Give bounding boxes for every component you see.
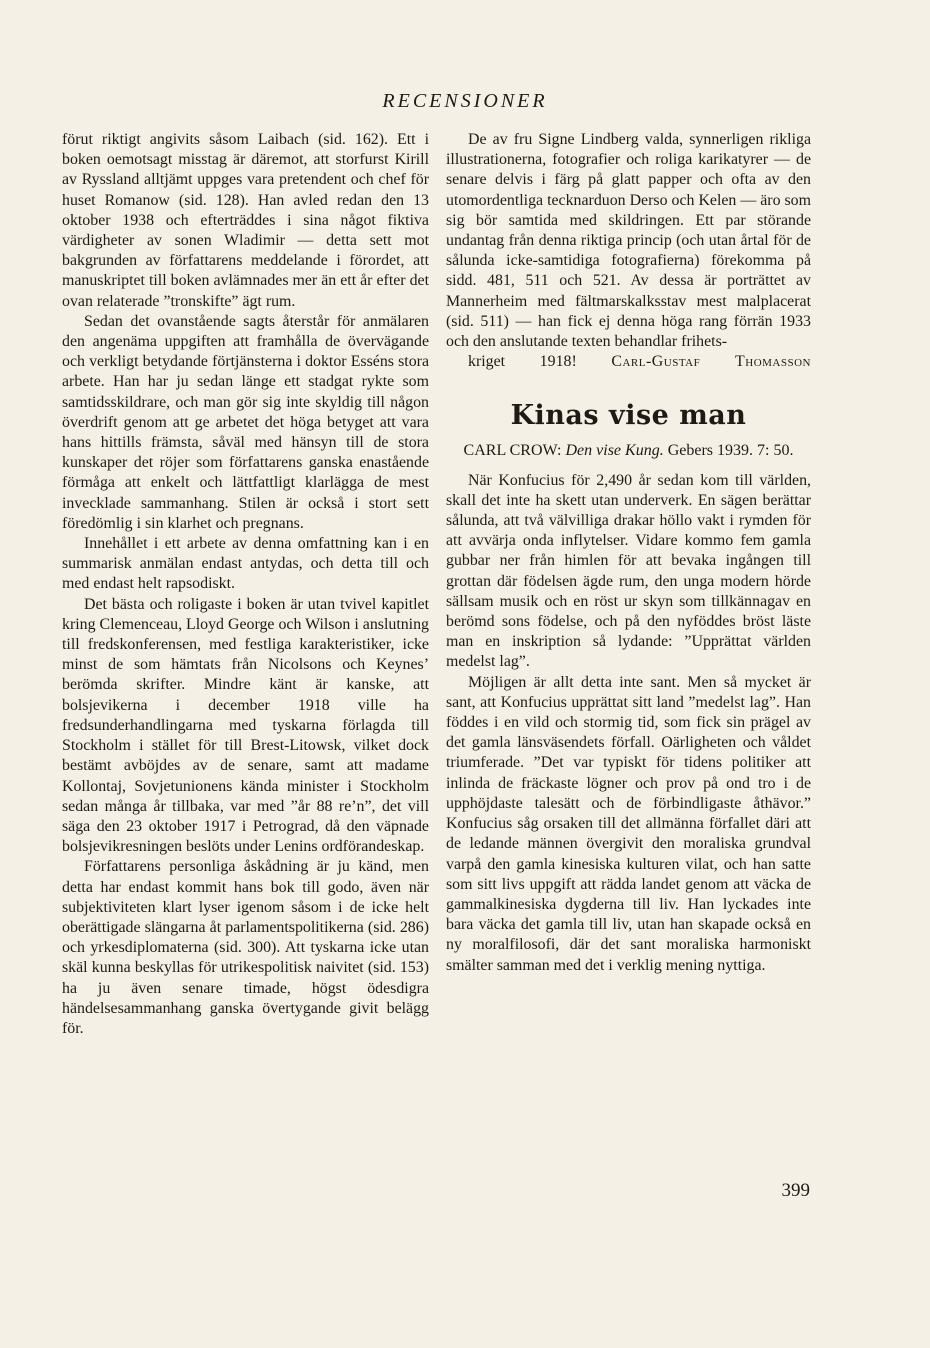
paragraph-text: De av fru Signe Lindberg valda, synnerligen rikliga illustrationerna, fotografier och roliga karikatyrer — de senare delvis i färg på glatt papper och ofta av den utomordentliga tecknarduon Derso och Kelen — äro som sig bör samtida med skildringen. Ett par störande undantag från denna riktiga princip (och utan årtal för de sålunda icke-samtidiga fotografierna) förekomma på sidd. 481, 511 och 521. Av dessa är porträttet av Mannerheim med fältmarskalksstav mest malplacerat (sid. 511) — han fick ej denna höga rang förrän 1933 och den anslutande texten behandlar frihets- (446, 131, 811, 351)
paragraph: När Konfucius för 2,490 år sedan kom till världen, skall det inte ha skett utan underverk. En sägen berättar sålunda, att två välvilliga drakar höllo vakt i rymden för att avvärja onda inflytelser. Vidare kommo fem gamla gubbar ner från himlen för att bevaka ingången till grottan där födelsen ägde rum, den unga modern hörde sällsam musik och en röst ur skyn som tillkännagav en berömd sons födelse, och på den nyföddes bröst läste man en inskription så lydande: ”Upprättat världen medelst lag”. (446, 471, 811, 671)
left-column (62, 130, 429, 1039)
right-column (446, 130, 811, 976)
review-closing-paragraph (446, 130, 811, 372)
book-reference (446, 441, 811, 461)
article-heading: Kinas vise man (510, 400, 747, 432)
page-number: 399 (781, 1180, 810, 1201)
paragraph: förut riktigt angivits såsom Laibach (sid. 162). Ett i boken oemotsagt misstag är däremot, att storfurst Kirill av Ryssland alltjämt uppges vara pretendent och chef för huset Romanow (sid. 128). Han avled redan den 13 oktober 1938 och efterträddes i sina något fiktiva värdigheter av sonen Wladimir — detta sett mot bakgrunden av författarens meddelande i förordet, att manuskriptet till boken avlämnades mer än ett år efter det ovan relaterade ”tronskifte” ägt rum. (62, 131, 429, 310)
book-publisher: Gebers 1939. 7: 50. (667, 441, 794, 459)
last-line-text: kriget 1918! (468, 353, 577, 371)
paragraph: Sedan det ovanstående sagts återstår för anmälaren den angenäma uppgiften att framhålla de övervägande och verkligt betydande förtjänsterna i doktor Esséns stora arbete. Han har ju sedan länge ett stadgat rykte som samtidsskildrare, och man gör sig inte skyldig till någon överdrift genom att ge arbetet det höga betyget att vara hans hittills främsta, såväl med hänsyn till de stora kunskaper det röjer som författarens ganska enastående förmåga att enkelt och lättfattligt klarlägga de mest invecklade sammanhang. Stilen är också i stort sett föredömlig i sin klarhet och pregnans. (62, 312, 429, 532)
reviewer-signature: Carl-Gustaf Thomasson (611, 353, 811, 371)
paragraph: Innehållet i ett arbete av denna omfattning kan i en summarisk anmälan endast antydas, och detta till och med endast helt rapsodiskt. (62, 535, 429, 593)
book-author: CARL CROW: (463, 441, 562, 459)
paragraph: Författarens personliga åskådning är ju känd, men detta har endast kommit hans bok till godo, även när subjektiviteten klart lyser igenom såsom i de icke helt oberättigade slängarna åt parlamentspolitikerna (sid. 286) och yrkesdiplomaterna (sid. 300). Att tyskarna icke utan skäl kunna beskyllas för utrikespolitisk naivitet (sid. 153) ha ju även senare timade, högst ödesdigra händelsesammanhang ganska övertygande givit belägg för. (62, 858, 429, 1037)
paragraph: Möjligen är allt detta inte sant. Men så mycket är sant, att Konfucius upprättat sitt land ”medelst lag”. Han föddes i en vild och stormig tid, som fick sin prägel av det gamla länsväsendets förfall. Oärligheten och våldet triumferade. ”Det var typiskt för tidens politiker att inlinda de fräckaste lögner och prov på ond tro i de upphöjdaste talesätt och de förbindligaste åthävor.” Konfucius såg orsaken till det allmänna förfallet däri att de ledande männen övergivit den moraliska grundval varpå den gamla kinesiska kulturen vilat, och han satte som sitt livs uppgift att rädda landet genom att väcka de gammalkinesiska dygderna till liv. Han lyckades inte bara väcka det gamla till liv, utan han skapade också en ny moralfilosofi, där det sant moraliska harmoniskt smälter samman med det i verklig mening nyttiga. (446, 673, 811, 974)
running-head: RECENSIONER (382, 90, 548, 112)
book-title: Den vise Kung. (565, 441, 664, 459)
paragraph: Det bästa och roligaste i boken är utan tvivel kapitlet kring Clemenceau, Lloyd George och Wilson i anslutning till fredskonferensen, med festliga karakteristiker, icke minst de som hämtats från Nicolsons och Keynes’ berömda skrifter. Mindre känt är kanske, att bolsjevikerna i december 1918 ville ha fredsunderhandlingarna med tyskarna förlagda till Stockholm i stället för till Brest-Litowsk, vilket dock bestämt avböjdes av de senare, samt att madame Kollontaj, Sovjetunionens kända minister i Stockholm sedan många år tillbaka, var med ”år 88 re’n”, det vill säga den 23 oktober 1917 i Petrograd, då den väpnade bolsjevikresningen beslöts under Lenins ordförandeskap. (62, 595, 429, 856)
signature-line (446, 352, 811, 372)
